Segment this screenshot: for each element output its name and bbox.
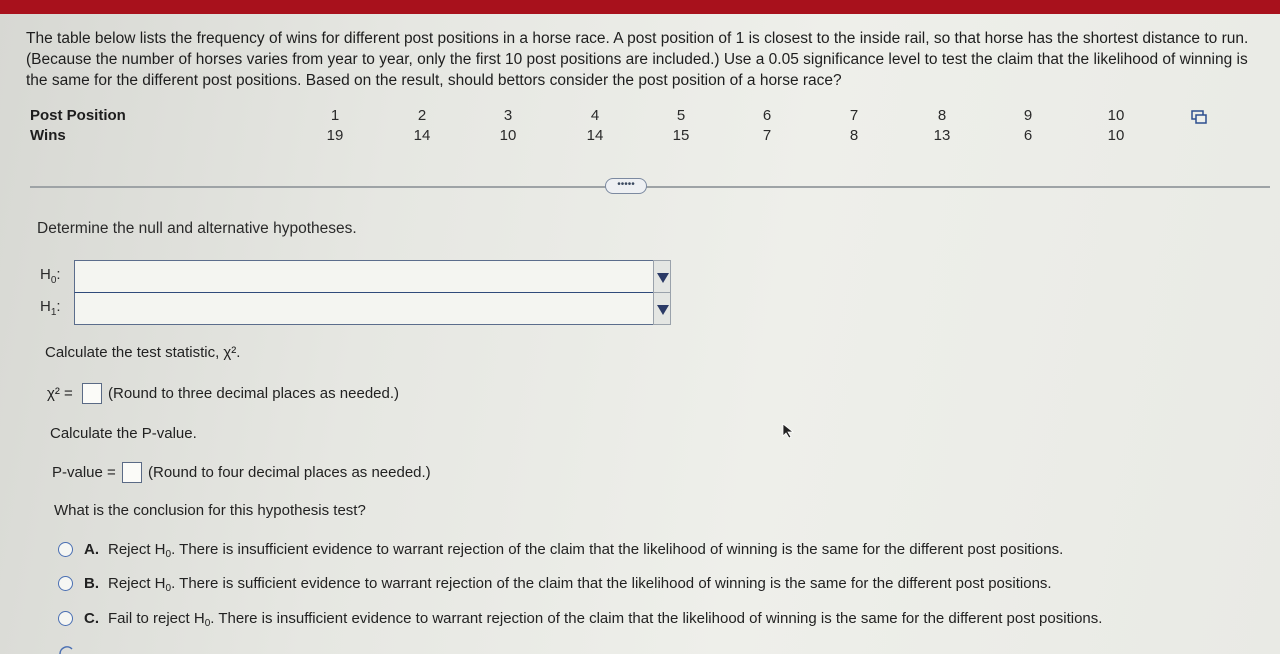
radio-button[interactable] [58, 611, 73, 626]
option-text: Fail to reject $H_0$. There is insufficient evidence to warrant rejection of the claim that the likelihood of winning is the same for the different post positions. [108, 610, 1103, 629]
table-cell: 4 [590, 107, 600, 124]
p-value-question: Calculate the P-value. [50, 425, 197, 442]
table-cell: 14 [586, 127, 604, 144]
table-cell: 10 [499, 127, 517, 144]
chevron-down-icon [657, 273, 669, 283]
cut-off-option-edge [58, 640, 1058, 654]
h1-label: $H_1$: [40, 298, 61, 318]
table-cell: 10 [1107, 127, 1125, 144]
row-label-wins: Wins [30, 127, 66, 144]
p-value-label: P-value = [52, 464, 116, 481]
h1-dropdown-arrow[interactable] [653, 292, 671, 325]
table-cell: 5 [676, 107, 686, 124]
option-letter: A. [84, 541, 99, 558]
test-statistic-hint: (Round to three decimal places as needed.) [108, 385, 400, 402]
data-table [30, 106, 1140, 146]
table-cell: 2 [417, 107, 427, 124]
table-cell: 3 [503, 107, 513, 124]
table-cell: 7 [849, 107, 859, 124]
test-statistic-input[interactable] [82, 383, 102, 404]
table-cell: 13 [933, 127, 951, 144]
table-cell: 10 [1107, 107, 1125, 124]
top-bar [0, 0, 1280, 14]
table-cell: 7 [762, 127, 772, 144]
table-cell: 1 [330, 107, 340, 124]
section-divider [30, 186, 1270, 188]
radio-button[interactable] [58, 576, 73, 591]
option-text: Reject $H_0$. There is sufficient evidence to warrant rejection of the claim that the likelihood of winning is the same for the different post positions. [108, 575, 1052, 594]
row-label-post-position: Post Position [30, 107, 126, 124]
p-value-hint: (Round to four decimal places as needed.) [148, 464, 431, 481]
test-statistic-label: χ² = [47, 385, 73, 402]
table-row-wins [30, 126, 1140, 146]
table-cell: 9 [1023, 107, 1033, 124]
radio-button[interactable] [58, 542, 73, 557]
problem-statement: The table below lists the frequency of wins for different post positions in a horse race. A post position of 1 is closest to the inside rail, so that horse has the shortest distance to run. (Because the number of horses varies from year to year, only the first 10 post positions are included.) Use a 0.05 significance level to test the claim that the likelihood of winning is the same for the different post positions. Based on the result, should bettors consider the post position of a horse race? [26, 30, 1249, 89]
table-cell: 15 [672, 127, 690, 144]
h0-dropdown[interactable] [74, 260, 654, 293]
table-cell: 6 [762, 107, 772, 124]
h0-label: $H_0$: [40, 266, 61, 286]
hypotheses-question: Determine the null and alternative hypotheses. [37, 220, 357, 237]
table-cell: 6 [1023, 127, 1033, 144]
mouse-cursor-icon [781, 423, 795, 439]
conclusion-question: What is the conclusion for this hypothesis test? [54, 502, 366, 519]
option-letter: C. [84, 610, 99, 627]
p-value-input[interactable] [122, 462, 142, 483]
option-text: Reject $H_0$. There is insufficient evidence to warrant rejection of the claim that the likelihood of winning is the same for the different post positions. [108, 541, 1064, 560]
option-letter: B. [84, 575, 99, 592]
table-cell: 8 [937, 107, 947, 124]
table-cell: 19 [326, 127, 344, 144]
chevron-down-icon [657, 305, 669, 315]
table-cell: 14 [413, 127, 431, 144]
table-cell: 8 [849, 127, 859, 144]
more-button[interactable]: ••••• [605, 178, 647, 194]
h1-dropdown[interactable] [74, 292, 654, 325]
table-row-post-position [30, 106, 1140, 126]
copy-data-icon[interactable] [1191, 110, 1207, 124]
test-statistic-question: Calculate the test statistic, χ². [45, 344, 241, 361]
h0-dropdown-arrow[interactable] [653, 260, 671, 293]
